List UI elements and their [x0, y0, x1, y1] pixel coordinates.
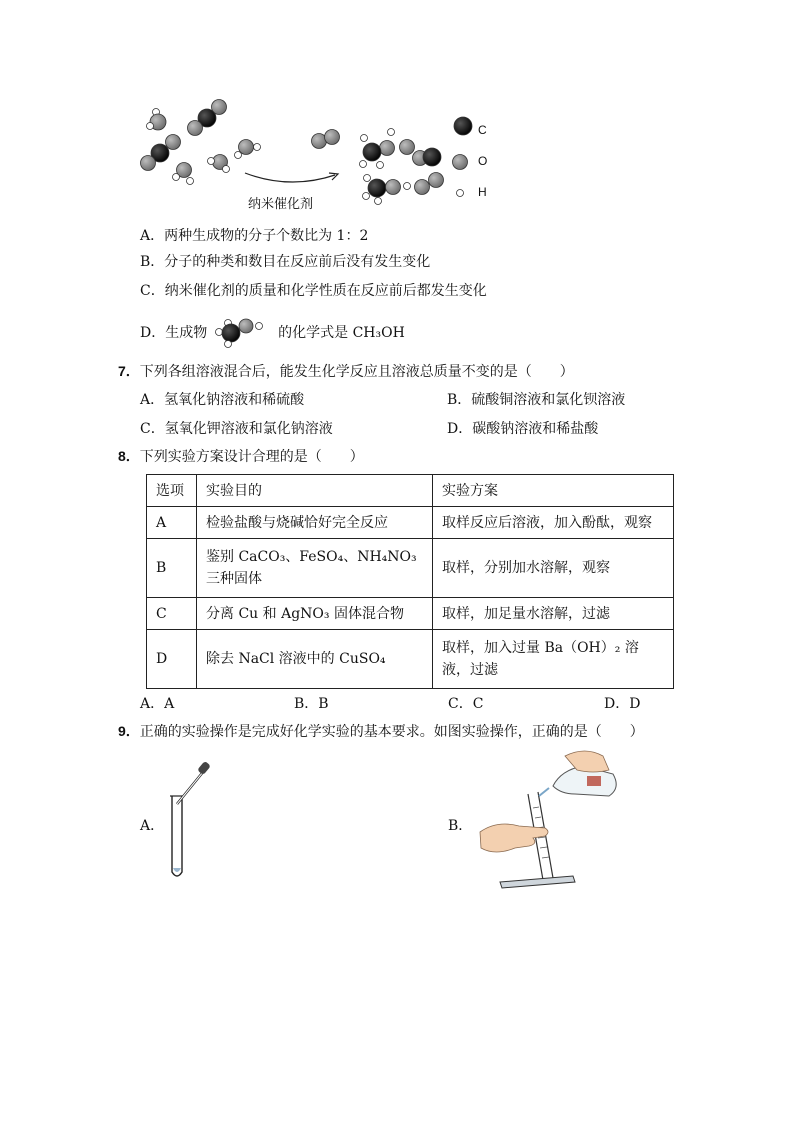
table-row	[147, 598, 674, 630]
graduated-cylinder-pouring-icon	[475, 748, 620, 893]
q8-option-b[interactable]: B．B	[294, 696, 329, 712]
reaction-arrow	[245, 173, 335, 182]
table-cell: 取样，加入过量 Ba（OH）₂ 溶液，过滤	[433, 630, 674, 689]
table-cell: D	[147, 630, 197, 689]
catalyst-label: 纳米催化剂	[248, 196, 314, 211]
q8-text: 下列实验方案设计合理的是（ ）	[139, 449, 364, 465]
table-cell: A	[147, 507, 197, 539]
dropper-test-tube-icon	[160, 760, 220, 885]
q8-option-d[interactable]: D．D	[604, 696, 641, 712]
q7-option-a[interactable]: A．氢氧化钠溶液和稀硫酸	[140, 392, 305, 408]
table-cell: B	[147, 539, 197, 598]
q8-number: 8．	[118, 448, 140, 464]
table-header: 选项	[147, 475, 197, 507]
q7-option-c[interactable]: C．氢氧化钾溶液和氯化钠溶液	[140, 421, 333, 437]
q7-number: 7．	[118, 363, 140, 379]
methanol-molecule-icon	[214, 318, 272, 348]
legend-label-c: C	[478, 123, 487, 137]
q9-number: 9．	[118, 723, 140, 739]
q6-option-d-suffix: 的化学式是 CH₃OH	[278, 325, 405, 341]
q9-stem	[118, 721, 644, 741]
legend-label-o: O	[478, 154, 488, 168]
table-row	[147, 630, 674, 689]
q9-option-b-label[interactable]: B．	[448, 818, 473, 834]
q7-option-d[interactable]: D．碳酸钠溶液和稀盐酸	[447, 421, 599, 437]
q7-text: 下列各组溶液混合后，能发生化学反应且溶液总质量不变的是（ ）	[139, 364, 574, 380]
table-cell: 取样反应后溶液，加入酚酞，观察	[433, 507, 674, 539]
experiment-table	[146, 474, 674, 689]
table-cell: 鉴别 CaCO₃、FeSO₄、NH₄NO₃ 三种固体	[197, 539, 433, 598]
table-cell: 分离 Cu 和 AgNO₃ 固体混合物	[197, 598, 433, 630]
table-row	[147, 539, 674, 598]
q6-option-a[interactable]: A．两种生成物的分子个数比为 1：2	[140, 228, 369, 244]
table-cell: 取样，加足量水溶解，过滤	[433, 598, 674, 630]
table-row	[147, 507, 674, 539]
atom-legend	[453, 117, 473, 197]
q6-option-c[interactable]: C．纳米催化剂的质量和化学性质在反应前后都发生变化	[140, 283, 487, 299]
q8-option-c[interactable]: C．C	[448, 696, 484, 712]
table-cell: 取样，分别加水溶解，观察	[433, 539, 674, 598]
q8-option-a[interactable]: A．A	[140, 696, 175, 712]
table-cell: 检验盐酸与烧碱恰好完全反应	[197, 507, 433, 539]
q7-stem	[118, 361, 574, 381]
q9-text: 正确的实验操作是完成好化学实验的基本要求。如图实验操作，正确的是（ ）	[139, 724, 644, 740]
table-header-row	[147, 475, 674, 507]
reaction-diagram	[130, 95, 510, 215]
product-molecules	[360, 129, 444, 205]
q9-option-a-label[interactable]: A．	[140, 818, 165, 834]
q7-option-b[interactable]: B．硫酸铜溶液和氯化钡溶液	[447, 392, 626, 408]
table-cell: 除去 NaCl 溶液中的 CuSO₄	[197, 630, 433, 689]
table-header: 实验目的	[197, 475, 433, 507]
table-cell: C	[147, 598, 197, 630]
table-header: 实验方案	[433, 475, 674, 507]
q6-option-d[interactable]	[140, 318, 405, 348]
q6-option-d-prefix: D．生成物	[140, 325, 208, 341]
q6-option-b[interactable]: B．分子的种类和数目在反应前后没有发生变化	[140, 254, 431, 270]
legend-label-h: H	[478, 185, 487, 199]
reactant-molecules	[141, 100, 340, 185]
q8-stem	[118, 446, 364, 466]
